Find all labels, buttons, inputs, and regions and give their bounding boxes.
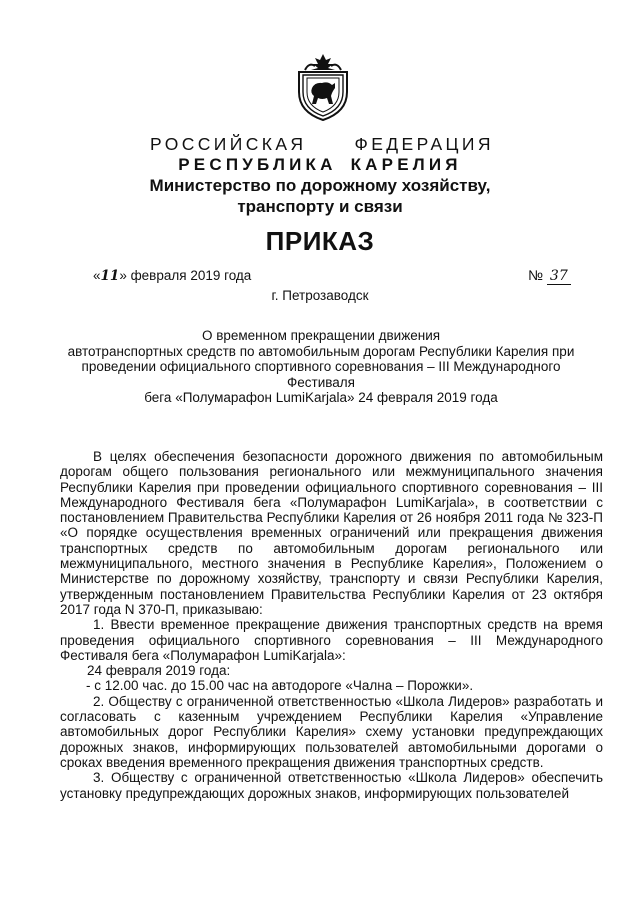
subject-line-1: О временном прекращении движения [201,328,441,343]
body-item-1-time: - с 12.00 час. до 15.00 час на автодороге «Чална – Порожки». [86,678,474,694]
ministry-line-1: Министерство по дорожному хозяйству, [149,176,491,195]
body-item-1: 1. Ввести временное прекращение движения транспортных средств на время проведения официального спортивного соревнования – III Международного Фестиваля бега «Полумарафон LumiKarjala»: [60,617,603,663]
document-number [528,267,571,285]
republic-word-1: РЕСПУБЛИКА [178,155,337,174]
body-item-1-date: 24 февраля 2019 года: [87,663,231,679]
subject-line-3: проведении официального спортивного соревнования – III Международного Фестиваля [81,359,561,390]
subject-line-2: автотранспортных средств по автомобильным дорогам Республики Карелия при [67,343,575,359]
document-title: ПРИКАЗ [265,226,375,256]
document-body [60,449,603,801]
republic-heading [0,155,640,175]
date-open-quote: « [93,268,101,283]
number-label: № [528,267,544,283]
body-item-2: 2. Обществу с ограниченной ответственностью «Школа Лидеров» разработать и согласовать с казенным учреждением Республики Карелия «Управление автомобильных дорог Республики Карелия» схему установки предупреждающих дорожных знаков, информирующих пользователей автомобильными дорогами о сроках введения временного прекращения движения транспортных средств. [60,693,603,770]
document-subject [60,328,582,406]
subject-line-4: бега «Полумарафон LumiKarjala» 24 февраля 2019 года [144,390,498,405]
number-value: 37 [547,268,571,285]
ministry-line-2: транспорту и связи [237,197,403,216]
country-heading [150,134,494,155]
coat-of-arms-icon [295,52,351,122]
country-word-2: ФЕДЕРАЦИЯ [354,134,494,154]
date-day: 11 [100,268,120,284]
body-item-3: 3. Обществу с ограниченной ответственностью «Школа Лидеров» обеспечить установку предупреждающих дорожных знаков, информирующих пользователей [60,770,603,801]
body-intro-paragraph: В целях обеспечения безопасности дорожного движения по автомобильным дорогам общего пользования регионального или межмуниципального значения Республики Карелия при проведении официального спортивного соревнования – III Международного Фестиваля бега «Полумарафон LumiKarjala», в соответствии с постановлением Правительства Республики Карелия от 26 ноября 2011 года № 323-П «О порядке осуществления временных ограничений или прекращения движения транспортных средств по автомобильным дорогам регионального или межмуниципального, местного значения в Республике Карелия», Положением о Министерстве по дорожному хозяйству, транспорту и связи Республики Карелия, утвержденным постановлением Правительства Республики Карелия от 23 октября 2017 года N 370-П, приказываю: [60,449,603,617]
document-city: г. Петрозаводск [271,288,369,303]
document-date [93,268,251,284]
ministry-name [0,175,640,217]
country-word-1: РОССИЙСКАЯ [150,134,307,154]
republic-word-2: КАРЕЛИЯ [350,155,462,174]
date-rest: » февраля 2019 года [119,268,252,283]
